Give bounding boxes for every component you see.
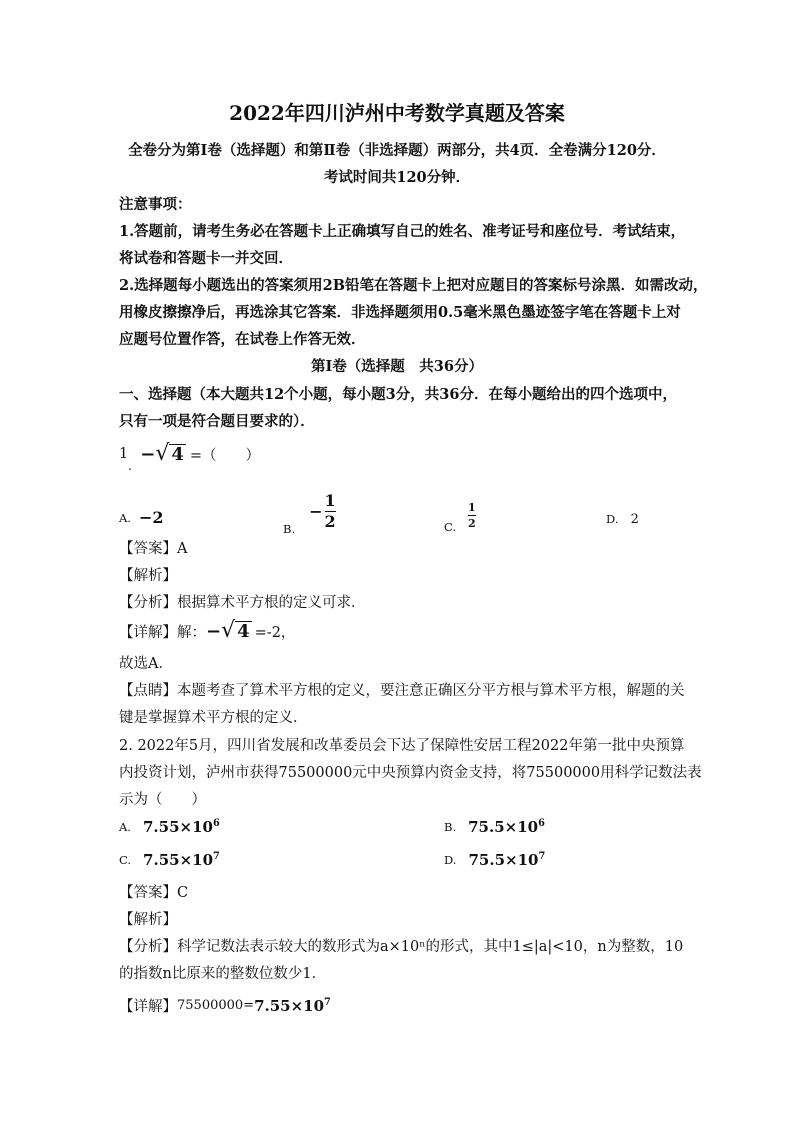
q1-detail [119,620,295,642]
q1-option-c-fraction [468,502,476,529]
q2-stem-line-3: 示为（ ） [119,792,206,808]
q2-detail-value [254,997,331,1015]
q2-analysis-tag: 【解析】 [119,912,177,928]
q1-fenxi-text: 根据算术平方根的定义可求． [177,595,366,611]
intro-line-2: 考试时间共120分钟． [323,169,471,186]
q1-option-d [606,512,639,527]
q1-option-b [283,486,336,536]
fraction-bar [468,515,476,516]
q1-fenxi [119,591,366,612]
q2-fenxi-line-2: 的指数n比原来的整数位数少1． [119,966,327,982]
q2-option-c-label: C. [119,853,132,867]
q1-analysis-tag: 【解析】 [119,568,177,584]
q2-fenxi-text-1: 科学记数法表示较大的数形式为a×10ⁿ的形式，其中1≤|a|<10，n为整数，10 [177,939,684,955]
q1-detail-tail: =-2， [254,624,296,641]
q1-option-b-sign: − [309,501,323,521]
notes-heading: 注意事项： [119,196,192,213]
radical-icon: √ [221,618,236,643]
q2-option-a [119,818,220,836]
q1-option-a [119,508,164,527]
q2-option-c-base: 7.55×10 [143,851,214,869]
q1-option-b-denominator: 2 [324,511,336,531]
section-1-heading: 第Ⅰ卷（选择题 共36分） [311,358,483,375]
notes-item-2-line-3: 应题号位置作答，在试卷上作答无效． [119,331,366,348]
q1-option-a-label: A. [119,510,131,525]
q1-option-b-label: B. [283,522,296,536]
q1-option-d-value: 2 [630,512,639,527]
q2-fenxi-tag: 【分析】 [119,939,177,955]
q1-dianjing-line-1 [119,679,685,700]
q2-option-d [444,851,545,869]
q1-detail-radicand: 4 [237,621,250,643]
q1-option-b-fraction [324,490,336,531]
q1-radicand: 4 [171,444,184,466]
q2-detail-exponent: 7 [324,996,331,1008]
q1-option-c [444,496,476,534]
notes-item-1-line-2: 将试卷和答题卡一并交回． [119,250,293,267]
q2-option-b-value [468,818,545,836]
q1-dianjing-text-1: 本题考查了算术平方根的定义，要注意正确区分平方根与算术平方根，解题的关 [177,683,685,699]
q2-detail-pre: 75500000= [177,998,255,1013]
q1-detail-neg-sign: − [206,620,222,642]
q2-answer: 【答案】C [119,885,189,901]
q1-conclusion: 故选A． [119,656,173,672]
q1-detail-sqrt [221,620,252,642]
q2-stem-line-1: 2. 2022年5月，四川省发展和改革委员会下达了保障性安居工程2022年第一批中央预算 [119,738,685,754]
q2-detail [119,995,331,1016]
q2-detail-tag: 【详解】 [119,999,177,1015]
q1-stem-tail: =（ ） [189,447,261,464]
q1-dianjing-line-2: 键是掌握算术平方根的定义． [119,710,308,726]
q2-stem-line-2: 内投资计划，泸州市获得75500000元中央预算内资金支持，将75500000用科学记数法表 [119,765,702,781]
q2-option-a-label: A. [119,820,131,834]
section-1-desc-line-1: 一、选择题（本大题共12个小题，每小题3分，共36分．在每小题给出的四个选项中， [119,386,677,403]
q2-option-b [444,818,545,836]
notes-item-1-line-1: 1.答题前，请考生务必在答题卡上正确填写自己的姓名、准考证号和座位号．考试结束， [119,223,686,240]
page-title: 2022年四川泸州中考数学真题及答案 [229,101,565,125]
q1-answer: 【答案】A [119,541,188,557]
q2-option-a-exponent: 6 [212,818,220,829]
q2-option-d-exponent: 7 [538,851,546,862]
q2-option-b-exponent: 6 [538,818,545,829]
q1-dianjing-tag: 【点睛】 [119,683,177,699]
q1-sqrt [155,443,186,465]
q1-option-b-numerator: 1 [324,490,336,510]
q2-option-a-base: 7.55×10 [142,818,213,836]
q1-option-d-label: D. [606,512,619,526]
q2-option-d-value [468,851,545,869]
q2-option-d-label: D. [444,853,457,867]
q1-neg-sign: − [140,443,156,465]
q1-detail-pre: 解： [177,624,206,641]
q1-stem [119,443,260,465]
q2-option-c-value [143,851,220,869]
q1-dot: . [128,459,132,473]
section-1-desc-line-2: 只有一项是符合题目要求的）． [119,413,315,430]
notes-item-2-line-2: 用橡皮擦擦净后，再选涂其它答案．非选择题须用0.5毫米黑色墨迹签字笔在答题卡上对 [119,304,681,321]
q1-option-c-numerator: 1 [468,500,476,514]
q2-fenxi-line-1 [119,935,683,956]
q2-option-b-base: 75.5×10 [468,818,539,836]
intro-line-1: 全卷分为第Ⅰ卷（选择题）和第Ⅱ卷（非选择题）两部分，共4页．全卷满分120分． [128,142,666,159]
q1-detail-tag: 【详解】 [119,624,177,641]
q1-number: 1 [119,446,129,462]
q1-fenxi-tag: 【分析】 [119,595,177,611]
radical-icon: √ [155,441,170,466]
q1-option-c-denominator: 2 [468,516,476,530]
q2-option-a-value [143,818,220,836]
q1-option-c-label: C. [444,520,457,534]
q2-option-c [119,851,220,869]
q2-option-d-base: 75.5×10 [468,851,539,869]
q2-option-b-label: B. [444,820,457,834]
q2-detail-base: 7.55×10 [254,996,325,1015]
notes-item-2-line-1: 2.选择题每小题选出的答案须用2B铅笔在答题卡上把对应题目的答案标号涂黑．如需改动， [119,277,708,294]
q1-option-a-value: −2 [138,508,164,527]
q2-option-c-exponent: 7 [213,851,220,862]
